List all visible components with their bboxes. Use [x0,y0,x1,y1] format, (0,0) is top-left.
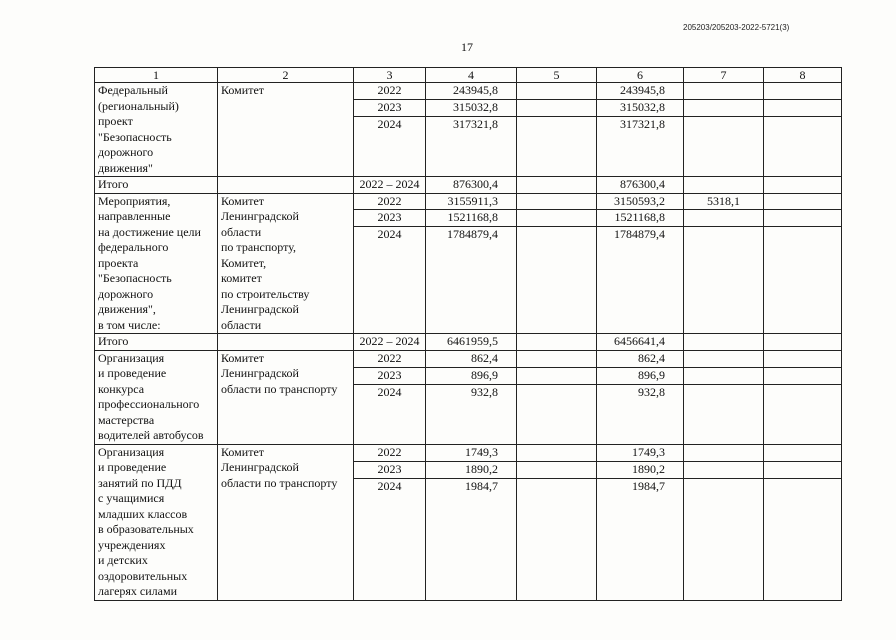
year-cell: 2024 [354,227,426,334]
value-cell [684,385,764,444]
year-cell: 2022 – 2024 [354,334,426,351]
total-row [95,177,842,194]
value-cell: 1784879,4 [597,227,684,334]
value-cell: 896,9 [426,367,517,384]
value-cell [684,444,764,461]
value-cell [517,367,597,384]
table-row [95,444,842,461]
value-cell: 1749,3 [597,444,684,461]
year-cell: 2022 [354,193,426,210]
year-cell: 2024 [354,117,426,177]
value-cell: 1521168,8 [597,210,684,227]
value-cell: 1984,7 [426,479,517,600]
column-header: 6 [597,68,684,83]
total-label: Итого [95,177,218,194]
value-cell [764,100,842,117]
value-cell [517,117,597,177]
value-cell: 1890,2 [426,461,517,478]
value-cell: 243945,8 [426,83,517,100]
measure-name: Федеральный (региональный) проект "Безопасность дорожного движения" [95,83,218,177]
value-cell: 932,8 [597,385,684,444]
measure-name: Мероприятия, направленные на достижение цели федерального проекта "Безопасность дорожного движения", в том числе: [95,193,218,334]
value-cell [684,117,764,177]
value-cell [517,444,597,461]
year-cell: 2022 [354,444,426,461]
year-cell: 2022 – 2024 [354,177,426,194]
value-cell [517,461,597,478]
column-number-row [95,68,842,83]
value-cell [517,479,597,600]
column-header: 4 [426,68,517,83]
value-cell [517,177,597,194]
value-cell [684,334,764,351]
value-cell [764,177,842,194]
value-cell [684,227,764,334]
value-cell [684,100,764,117]
year-cell: 2023 [354,461,426,478]
table-row [95,193,842,210]
value-cell [764,193,842,210]
value-cell: 862,4 [597,350,684,367]
measure-name: Организация и проведение конкурса профессионального мастерства водителей автобусов [95,350,218,444]
value-cell [684,177,764,194]
measure-name: Организация и проведение занятий по ПДД с учащимися младших классов в образовательных учреждениях и детских оздоровительных лагерях силами [95,444,218,600]
value-cell: 315032,8 [597,100,684,117]
value-cell [517,334,597,351]
value-cell [764,461,842,478]
year-cell: 2024 [354,385,426,444]
value-cell: 3150593,2 [597,193,684,210]
value-cell: 6461959,5 [426,334,517,351]
value-cell: 315032,8 [426,100,517,117]
value-cell: 862,4 [426,350,517,367]
page-number: 17 [461,40,473,54]
value-cell [764,479,842,600]
value-cell [517,100,597,117]
value-cell [764,444,842,461]
year-cell: 2022 [354,350,426,367]
value-cell [517,83,597,100]
value-cell [684,479,764,600]
value-cell: 1984,7 [597,479,684,600]
value-cell [764,334,842,351]
executor-cell: Комитет Ленинградской области по транспорту, Комитет, комитет по строительству Ленинградской области [218,193,354,334]
executor-cell [218,177,354,194]
value-cell: 6456641,4 [597,334,684,351]
value-cell [764,210,842,227]
value-cell: 1890,2 [597,461,684,478]
value-cell: 317321,8 [426,117,517,177]
year-cell: 2023 [354,100,426,117]
value-cell [684,83,764,100]
value-cell [684,367,764,384]
value-cell: 1749,3 [426,444,517,461]
column-header: 5 [517,68,597,83]
value-cell: 243945,8 [597,83,684,100]
value-cell: 876300,4 [426,177,517,194]
column-header: 1 [95,68,218,83]
table-row [95,350,842,367]
total-label: Итого [95,334,218,351]
year-cell: 2023 [354,367,426,384]
budget-table [94,67,842,601]
executor-cell: Комитет Ленинградской области по транспорту [218,444,354,600]
column-header: 8 [764,68,842,83]
value-cell: 1784879,4 [426,227,517,334]
value-cell: 876300,4 [597,177,684,194]
executor-cell: Комитет Ленинградской области по транспорту [218,350,354,444]
document-code: 205203/205203-2022-5721(3) [683,23,790,32]
column-header: 2 [218,68,354,83]
column-header: 3 [354,68,426,83]
value-cell [684,350,764,367]
value-cell [764,367,842,384]
year-cell: 2024 [354,479,426,600]
value-cell [517,350,597,367]
table-row [95,83,842,100]
year-cell: 2023 [354,210,426,227]
year-cell: 2022 [354,83,426,100]
value-cell: 5318,1 [684,193,764,210]
value-cell: 317321,8 [597,117,684,177]
value-cell [764,385,842,444]
value-cell [764,83,842,100]
value-cell: 932,8 [426,385,517,444]
value-cell [684,461,764,478]
value-cell [517,193,597,210]
value-cell [684,210,764,227]
value-cell [517,385,597,444]
value-cell [764,227,842,334]
value-cell [764,117,842,177]
value-cell: 896,9 [597,367,684,384]
executor-cell [218,334,354,351]
column-header: 7 [684,68,764,83]
total-row [95,334,842,351]
value-cell [517,210,597,227]
value-cell [517,227,597,334]
executor-cell: Комитет [218,83,354,177]
value-cell: 3155911,3 [426,193,517,210]
value-cell: 1521168,8 [426,210,517,227]
value-cell [764,350,842,367]
